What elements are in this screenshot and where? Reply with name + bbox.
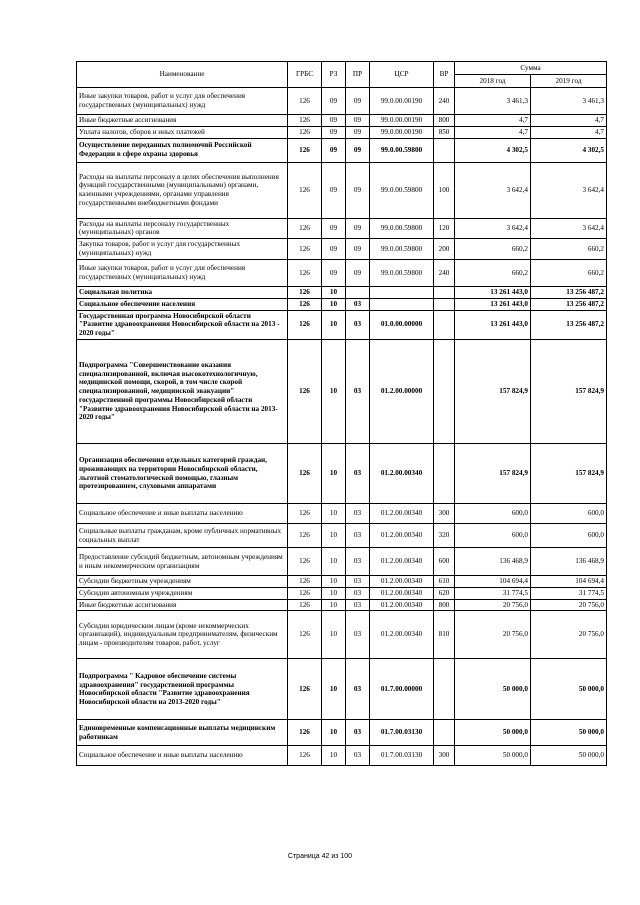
row-csr: 01.0.00.00000	[370, 310, 434, 339]
row-pr: 03	[346, 576, 370, 588]
row-pr: 09	[346, 126, 370, 138]
row-rz: 10	[322, 340, 346, 444]
row-grbs: 126	[288, 287, 322, 299]
row-pr: 03	[346, 587, 370, 599]
row-vr: 120	[434, 218, 455, 239]
row-sum-2018: 157 824,9	[455, 444, 531, 504]
table-row	[77, 310, 607, 339]
row-vr	[434, 298, 455, 310]
row-name: Осуществление переданных полномочий Российской Федерации в сфере охраны здоровья	[77, 138, 288, 162]
row-grbs: 126	[288, 587, 322, 599]
row-name: Иные бюджетные ассигнования	[77, 115, 288, 127]
row-vr	[434, 340, 455, 444]
row-name: Организация обеспечения отдельных категорий граждан, проживающих на территории Новосибирской области, льготной стоматологической помощью, глазным протезированием, слуховыми аппаратами	[77, 444, 288, 504]
row-sum-2019: 50 000,0	[531, 720, 607, 746]
page-footer: Страница 42 из 100	[287, 853, 353, 860]
row-csr: 99.0.00.59800	[370, 218, 434, 239]
row-rz: 10	[322, 504, 346, 524]
row-pr	[346, 287, 370, 299]
row-sum-2019: 50 000,0	[531, 746, 607, 766]
row-csr: 01.2.00.00000	[370, 340, 434, 444]
row-grbs: 126	[288, 340, 322, 444]
row-csr	[370, 298, 434, 310]
row-grbs: 126	[288, 720, 322, 746]
row-rz: 10	[322, 659, 346, 720]
row-sum-2018: 157 824,9	[455, 340, 531, 444]
row-sum-2018: 50 000,0	[455, 720, 531, 746]
header-2019: 2019 год	[531, 75, 607, 88]
row-name: Подпрограмма "Совершенствование оказания специализированной, включая высокотехнологичную, медицинской помощи, скорой, в том числе скорой специализированной, медицинской эвакуации" государственной программы Новосибирской области "Развитие здравоохранения Новосибирской области на 2013-2020 годы"	[77, 340, 288, 444]
row-rz: 10	[322, 287, 346, 299]
row-csr: 01.2.00.00340	[370, 444, 434, 504]
row-sum-2018: 4,7	[455, 115, 531, 127]
row-sum-2018: 20 756,0	[455, 611, 531, 659]
row-pr: 03	[346, 548, 370, 576]
row-grbs: 126	[288, 162, 322, 218]
row-grbs: 126	[288, 599, 322, 611]
row-pr: 09	[346, 115, 370, 127]
row-sum-2018: 13 261 443,0	[455, 298, 531, 310]
row-pr: 03	[346, 599, 370, 611]
row-rz: 09	[322, 115, 346, 127]
row-rz: 10	[322, 576, 346, 588]
row-sum-2018: 104 694,4	[455, 576, 531, 588]
row-rz: 10	[322, 587, 346, 599]
row-vr: 240	[434, 260, 455, 287]
row-name: Социальное обеспечение и иные выплаты населению	[77, 746, 288, 766]
row-pr: 09	[346, 88, 370, 115]
row-sum-2018: 3 461,3	[455, 88, 531, 115]
row-grbs: 126	[288, 746, 322, 766]
row-csr	[370, 287, 434, 299]
row-vr	[434, 287, 455, 299]
row-sum-2019: 600,0	[531, 504, 607, 524]
row-sum-2019: 13 256 487,2	[531, 287, 607, 299]
row-vr	[434, 659, 455, 720]
row-sum-2018: 31 774,5	[455, 587, 531, 599]
row-grbs: 126	[288, 576, 322, 588]
row-sum-2018: 600,0	[455, 524, 531, 548]
row-sum-2019: 157 824,9	[531, 444, 607, 504]
row-sum-2018: 3 642,4	[455, 218, 531, 239]
table-row	[77, 162, 607, 218]
row-name: Субсидии автономным учреждениям	[77, 587, 288, 599]
header-rz: РЗ	[322, 62, 346, 88]
table-row	[77, 138, 607, 162]
row-name: Социальная политика	[77, 287, 288, 299]
row-vr: 600	[434, 548, 455, 576]
row-grbs: 126	[288, 444, 322, 504]
row-csr: 99.0.00.59800	[370, 138, 434, 162]
row-grbs: 126	[288, 115, 322, 127]
row-sum-2019: 20 756,0	[531, 611, 607, 659]
row-csr: 01.2.00.00340	[370, 576, 434, 588]
row-vr: 800	[434, 115, 455, 127]
header-2018: 2018 год	[455, 75, 531, 88]
row-sum-2018: 50 000,0	[455, 659, 531, 720]
row-sum-2019: 20 756,0	[531, 599, 607, 611]
table-row	[77, 548, 607, 576]
table-row	[77, 287, 607, 299]
row-rz: 09	[322, 239, 346, 260]
row-sum-2018: 136 468,9	[455, 548, 531, 576]
row-sum-2019: 157 824,9	[531, 340, 607, 444]
table-row	[77, 298, 607, 310]
row-grbs: 126	[288, 659, 322, 720]
table-body	[77, 88, 607, 766]
row-rz: 10	[322, 611, 346, 659]
row-name: Иные бюджетные ассигнования	[77, 599, 288, 611]
row-sum-2019: 4,7	[531, 115, 607, 127]
row-pr: 03	[346, 746, 370, 766]
row-vr: 610	[434, 576, 455, 588]
table-row	[77, 524, 607, 548]
row-grbs: 126	[288, 218, 322, 239]
row-name: Субсидии бюджетным учреждениям	[77, 576, 288, 588]
row-grbs: 126	[288, 239, 322, 260]
row-name: Уплата налогов, сборов и иных платежей	[77, 126, 288, 138]
table-row	[77, 444, 607, 504]
row-name: Закупка товаров, работ и услуг для государственных (муниципальных) нужд	[77, 239, 288, 260]
row-pr: 03	[346, 504, 370, 524]
table-row	[77, 218, 607, 239]
table-row	[77, 239, 607, 260]
row-grbs: 126	[288, 504, 322, 524]
row-pr: 09	[346, 260, 370, 287]
table-row	[77, 659, 607, 720]
row-csr: 01.2.00.00340	[370, 587, 434, 599]
table-row	[77, 260, 607, 287]
row-grbs: 126	[288, 260, 322, 287]
row-sum-2019: 3 461,3	[531, 88, 607, 115]
row-pr: 03	[346, 524, 370, 548]
row-vr: 300	[434, 746, 455, 766]
row-vr	[434, 444, 455, 504]
row-sum-2018: 20 756,0	[455, 599, 531, 611]
row-name: Иные закупки товаров, работ и услуг для обеспечения государственных (муниципальных) нужд	[77, 88, 288, 115]
table-row	[77, 504, 607, 524]
header-name: Наименование	[77, 62, 288, 88]
row-csr: 99.0.00.59800	[370, 260, 434, 287]
table-row	[77, 587, 607, 599]
row-sum-2018: 660,2	[455, 260, 531, 287]
row-vr: 810	[434, 611, 455, 659]
row-csr: 99.0.00.59800	[370, 239, 434, 260]
row-vr	[434, 720, 455, 746]
budget-table	[76, 61, 607, 766]
row-csr: 01.2.00.00340	[370, 611, 434, 659]
row-name: Предоставление субсидий бюджетным, автономным учреждениям и иным некоммерческим организациям	[77, 548, 288, 576]
row-csr: 01.7.00.00000	[370, 659, 434, 720]
row-csr: 99.0.00.59800	[370, 162, 434, 218]
row-rz: 10	[322, 524, 346, 548]
row-rz: 10	[322, 746, 346, 766]
row-name: Расходы на выплаты персоналу государственных (муниципальных) органов	[77, 218, 288, 239]
header-row	[77, 62, 607, 75]
row-sum-2019: 136 468,9	[531, 548, 607, 576]
row-sum-2019: 660,2	[531, 260, 607, 287]
row-csr: 01.2.00.00340	[370, 524, 434, 548]
row-csr: 01.2.00.00340	[370, 599, 434, 611]
row-pr: 03	[346, 659, 370, 720]
row-sum-2019: 4 302,5	[531, 138, 607, 162]
row-pr: 03	[346, 298, 370, 310]
header-sum: Сумма	[455, 62, 607, 75]
row-pr: 03	[346, 611, 370, 659]
row-vr: 240	[434, 88, 455, 115]
row-sum-2019: 660,2	[531, 239, 607, 260]
row-grbs: 126	[288, 126, 322, 138]
row-pr: 09	[346, 218, 370, 239]
row-pr: 03	[346, 444, 370, 504]
row-csr: 01.2.00.00340	[370, 504, 434, 524]
row-rz: 09	[322, 260, 346, 287]
row-rz: 10	[322, 599, 346, 611]
row-pr: 03	[346, 340, 370, 444]
row-rz: 10	[322, 444, 346, 504]
row-grbs: 126	[288, 548, 322, 576]
row-name: Субсидии юридическим лицам (кроме некоммерческих организаций), индивидуальным предпринимателям, физическим лицам - производителям товаров, работ, услуг	[77, 611, 288, 659]
table-row	[77, 599, 607, 611]
row-name: Расходы на выплаты персоналу в целях обеспечения выполнения функций государственными (муниципальными) органами, казенными учреждениями, органами управления государственными внебюджетными фондами	[77, 162, 288, 218]
table-row	[77, 576, 607, 588]
row-csr: 01.7.00.03130	[370, 746, 434, 766]
header-pr: ПР	[346, 62, 370, 88]
row-vr: 320	[434, 524, 455, 548]
header-grbs: ГРБС	[288, 62, 322, 88]
row-sum-2019: 3 642,4	[531, 162, 607, 218]
table-row	[77, 115, 607, 127]
row-rz: 10	[322, 310, 346, 339]
row-grbs: 126	[288, 298, 322, 310]
row-vr: 300	[434, 504, 455, 524]
row-sum-2019: 600,0	[531, 524, 607, 548]
row-vr: 100	[434, 162, 455, 218]
row-name: Социальные выплаты гражданам, кроме публичных нормативных социальных выплат	[77, 524, 288, 548]
row-sum-2019: 13 256 487,2	[531, 298, 607, 310]
row-csr: 99.0.00.00190	[370, 115, 434, 127]
row-name: Государственная программа Новосибирской области "Развитие здравоохранения Новосибирской области на 2013 - 2020 годы"	[77, 310, 288, 339]
row-sum-2019: 4,7	[531, 126, 607, 138]
row-pr: 03	[346, 720, 370, 746]
row-rz: 09	[322, 88, 346, 115]
row-sum-2019: 50 000,0	[531, 659, 607, 720]
row-name: Единовременные компенсационные выплаты медицинским работникам	[77, 720, 288, 746]
row-name: Подпрограмма " Кадровое обеспечение системы здравоохранения" государственной программы Новосибирской области "Развитие здравоохранения Новосибирской области на 2013-2020 годы"	[77, 659, 288, 720]
table-row	[77, 611, 607, 659]
row-sum-2018: 660,2	[455, 239, 531, 260]
row-vr	[434, 138, 455, 162]
row-sum-2018: 4,7	[455, 126, 531, 138]
table-row	[77, 746, 607, 766]
row-sum-2018: 50 000,0	[455, 746, 531, 766]
row-csr: 99.0.00.00190	[370, 126, 434, 138]
row-vr: 800	[434, 599, 455, 611]
row-sum-2018: 4 302,5	[455, 138, 531, 162]
row-pr: 09	[346, 239, 370, 260]
table-row	[77, 126, 607, 138]
row-sum-2018: 600,0	[455, 504, 531, 524]
row-csr: 01.7.00.03130	[370, 720, 434, 746]
row-name: Социальное обеспечение и иные выплаты населению	[77, 504, 288, 524]
row-sum-2018: 3 642,4	[455, 162, 531, 218]
row-rz: 09	[322, 218, 346, 239]
row-grbs: 126	[288, 138, 322, 162]
row-rz: 09	[322, 126, 346, 138]
row-grbs: 126	[288, 611, 322, 659]
row-vr: 200	[434, 239, 455, 260]
row-grbs: 126	[288, 88, 322, 115]
row-vr: 620	[434, 587, 455, 599]
table-row	[77, 340, 607, 444]
row-vr	[434, 310, 455, 339]
table-row	[77, 720, 607, 746]
row-rz: 09	[322, 138, 346, 162]
header-vr: ВР	[434, 62, 455, 88]
row-sum-2018: 13 261 443,0	[455, 310, 531, 339]
row-csr: 99.0.00.00190	[370, 88, 434, 115]
row-rz: 09	[322, 162, 346, 218]
row-sum-2019: 104 694,4	[531, 576, 607, 588]
row-name: Иные закупки товаров, работ и услуг для обеспечения государственных (муниципальных) нужд	[77, 260, 288, 287]
row-rz: 10	[322, 298, 346, 310]
row-pr: 09	[346, 138, 370, 162]
row-vr: 850	[434, 126, 455, 138]
row-csr: 01.2.00.00340	[370, 548, 434, 576]
row-grbs: 126	[288, 524, 322, 548]
row-sum-2018: 13 261 443,0	[455, 287, 531, 299]
table-row	[77, 88, 607, 115]
row-grbs: 126	[288, 310, 322, 339]
row-pr: 03	[346, 310, 370, 339]
header-csr: ЦСР	[370, 62, 434, 88]
row-rz: 10	[322, 548, 346, 576]
row-sum-2019: 31 774,5	[531, 587, 607, 599]
row-sum-2019: 3 642,4	[531, 218, 607, 239]
row-name: Социальное обеспечение населения	[77, 298, 288, 310]
row-rz: 10	[322, 720, 346, 746]
row-pr: 09	[346, 162, 370, 218]
row-sum-2019: 13 256 487,2	[531, 310, 607, 339]
